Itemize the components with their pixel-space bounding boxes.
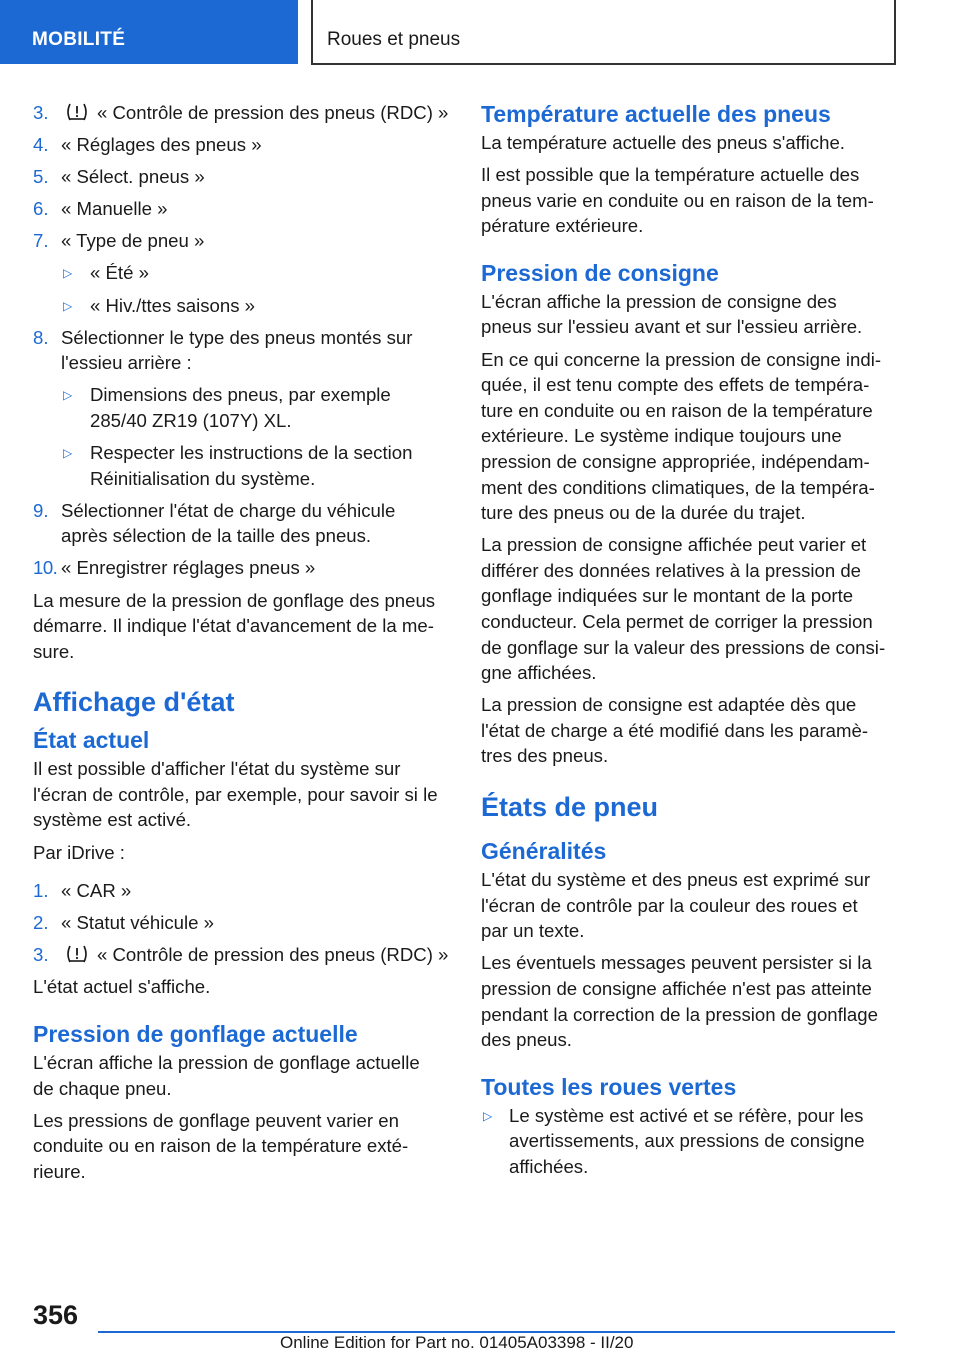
step-number: 2. — [33, 912, 49, 934]
text-line: En ce qui concerne la pression de consigne indi- — [481, 348, 882, 370]
paragraph — [33, 756, 449, 833]
step-item — [33, 325, 449, 376]
step-text: après sélection de la taille des pneus. — [61, 525, 372, 547]
step-number: 5. — [33, 166, 49, 188]
step-item — [33, 132, 449, 158]
text-line: La température actuelle des pneus s'affiche. — [481, 132, 845, 153]
step-text: Sélectionner le type des pneus montés sur — [61, 326, 413, 348]
text-line: pneus sur l'essieu avant et sur l'essieu arrière. — [481, 316, 863, 338]
text-line: extérieure. Le système indique toujours une — [481, 425, 842, 447]
text-line: différer des données relatives à la pression de — [481, 559, 862, 581]
step-text: « Contrôle de pression des pneus (RDC) » — [97, 944, 449, 966]
edition-note: Online Edition for Part no. 01405A03398 - II/20 — [280, 1333, 634, 1352]
heading-roues-vertes: Toutes les roues vertes — [481, 1073, 737, 1100]
step-item — [33, 196, 449, 222]
paragraph — [481, 950, 895, 1052]
step-number: 6. — [33, 198, 49, 220]
step-text: « Manuelle » — [61, 198, 168, 220]
text-line: gne affichées. — [481, 662, 597, 684]
step-text: « Type de pneu » — [61, 230, 205, 252]
bullet-item — [33, 293, 449, 319]
text-line: gonflage indiquées sur le montant de la porte — [481, 585, 854, 607]
text-line: tres des pneus. — [481, 745, 609, 767]
tire-pressure-warning-icon — [65, 102, 89, 122]
triangle-bullet-icon: ▷ — [63, 298, 73, 313]
bullet-item — [33, 440, 449, 491]
text-line: l'état de charge a été modifié dans les paramè- — [481, 719, 869, 741]
text-line: sure. — [33, 640, 75, 662]
bullet-text: avertissements, aux pressions de consigne — [509, 1130, 865, 1152]
paragraph — [481, 130, 895, 156]
text-line: Il est possible que la température actuelle des — [481, 164, 860, 186]
step-text: « CAR » — [61, 880, 132, 902]
step-item — [33, 498, 449, 549]
text-line: rieure. — [33, 1160, 86, 1182]
bullet-item — [33, 260, 449, 286]
text-line: des pneus. — [481, 1029, 572, 1051]
tire-pressure-warning-icon — [65, 944, 89, 964]
paragraph — [481, 692, 895, 769]
step-number: 3. — [33, 944, 49, 966]
heading-etat-actuel: État actuel — [33, 727, 150, 754]
paragraph — [481, 162, 895, 239]
bullet-text: affichées. — [509, 1155, 589, 1177]
step-number: 10. — [33, 557, 58, 579]
paragraph — [33, 1050, 449, 1101]
text-line: pendant la correction de la pression de gonflage — [481, 1003, 878, 1025]
page-number: 356 — [33, 1300, 79, 1330]
left-column — [33, 100, 449, 1191]
heading-temperature: Température actuelle des pneus — [481, 101, 831, 127]
step-item — [33, 942, 449, 968]
step-item — [33, 555, 449, 581]
text-line: conduite ou en raison de la température exté- — [33, 1135, 409, 1157]
bullet-text: Dimensions des pneus, par exemple — [90, 384, 391, 406]
text-line: par un texte. — [481, 920, 585, 942]
step-text: « Statut véhicule » — [61, 912, 214, 934]
bullet-text: Le système est activé et se réfère, pour les — [509, 1104, 864, 1126]
text-line: l'écran de contrôle, par exemple, pour savoir si le — [33, 783, 438, 805]
step-number: 3. — [33, 102, 49, 123]
text-line: L'état du système et des pneus est exprimé sur — [481, 869, 871, 891]
bullet-item — [33, 382, 449, 433]
step-item — [33, 228, 449, 254]
triangle-bullet-icon: ▷ — [63, 446, 73, 461]
text-line: L'état actuel s'affiche. — [33, 976, 211, 998]
step-item — [33, 100, 449, 126]
text-line: L'écran affiche la pression de gonflage actuelle — [33, 1052, 420, 1074]
step-text: « Sélect. pneus » — [61, 166, 205, 188]
paragraph — [481, 532, 895, 686]
text-line: Il est possible d'afficher l'état du système sur — [33, 758, 401, 780]
text-line: ture en conduite ou en raison de la température — [481, 399, 873, 421]
text-line: ture des pneus ou de la durée du trajet. — [481, 502, 806, 524]
step-number: 7. — [33, 230, 49, 252]
bullet-text: « Été » — [90, 262, 149, 284]
paragraph — [33, 840, 449, 866]
heading-pression-actuelle: Pression de gonflage actuelle — [33, 1021, 358, 1048]
heading-pression-consigne: Pression de consigne — [481, 259, 719, 286]
text-line: pression de consigne affichée n'est pas atteinte — [481, 977, 872, 999]
paragraph — [481, 867, 895, 944]
text-line: L'écran affiche la pression de consigne des — [481, 290, 837, 312]
text-line: pneus varie en conduite ou en raison de la tem- — [481, 189, 874, 211]
section-title: MOBILITÉ — [32, 29, 126, 50]
step-text: « Contrôle de pression des pneus (RDC) » — [97, 102, 449, 123]
step-text: « Réglages des pneus » — [61, 134, 262, 156]
text-line: de gonflage sur la valeur des pressions de consi- — [481, 636, 886, 658]
chapter-title: Roues et pneus — [327, 29, 461, 50]
step-text: Sélectionner l'état de charge du véhicule — [61, 499, 396, 521]
paragraph — [481, 289, 895, 340]
paragraph — [481, 347, 895, 526]
text-line: de chaque pneu. — [33, 1077, 172, 1099]
text-line: La pression de consigne est adaptée dès que — [481, 694, 857, 716]
text-line: Les pressions de gonflage peuvent varier en — [33, 1109, 399, 1131]
step-number: 8. — [33, 326, 49, 348]
heading-generalites: Généralités — [481, 838, 607, 865]
triangle-bullet-icon: ▷ — [63, 266, 73, 281]
step-text: l'essieu arrière : — [61, 352, 192, 374]
paragraph — [33, 1108, 449, 1185]
bullet-item — [481, 1103, 895, 1180]
text-line: l'écran de contrôle par la couleur des roues et — [481, 894, 858, 916]
bullet-text: 285/40 ZR19 (107Y) XL. — [90, 409, 292, 431]
step-item — [33, 878, 449, 904]
step-number: 1. — [33, 880, 49, 902]
heading-affichage-etat: Affichage d'état — [33, 687, 235, 718]
text-line: La mesure de la pression de gonflage des pneus — [33, 589, 436, 611]
text-line: pression de consigne appropriée, indépendam- — [481, 450, 870, 472]
triangle-bullet-icon: ▷ — [63, 388, 73, 403]
paragraph — [33, 588, 449, 665]
text-line: ment des conditions climatiques, de la tempéra- — [481, 476, 875, 498]
bullet-text: Respecter les instructions de la section — [90, 442, 413, 464]
text-line: quée, il est tenu compte des effets de tempéra- — [481, 374, 870, 396]
bullet-text: Réinitialisation du système. — [90, 467, 316, 489]
step-item — [33, 910, 449, 936]
triangle-bullet-icon: ▷ — [483, 1108, 493, 1123]
paragraph — [33, 974, 449, 1000]
text-line: pérature extérieure. — [481, 215, 644, 237]
heading-etats-pneu: États de pneu — [481, 792, 659, 823]
text-line: démarre. Il indique l'état d'avancement de la me- — [33, 615, 434, 637]
text-line: système est activé. — [33, 809, 192, 831]
text-line: Les éventuels messages peuvent persister si la — [481, 952, 872, 974]
text-line: Par iDrive : — [33, 841, 125, 863]
section-tab — [0, 0, 298, 64]
step-number: 9. — [33, 499, 49, 521]
text-line: conducteur. Cela permet de corriger la pression — [481, 611, 873, 632]
step-item — [33, 164, 449, 190]
text-line: La pression de consigne affichée peut varier et — [481, 534, 867, 556]
step-text: « Enregistrer réglages pneus » — [61, 557, 316, 579]
bullet-text: « Hiv./ttes saisons » — [90, 294, 256, 316]
step-number: 4. — [33, 134, 49, 156]
right-column — [481, 100, 895, 1186]
chapter-box — [311, 0, 896, 65]
